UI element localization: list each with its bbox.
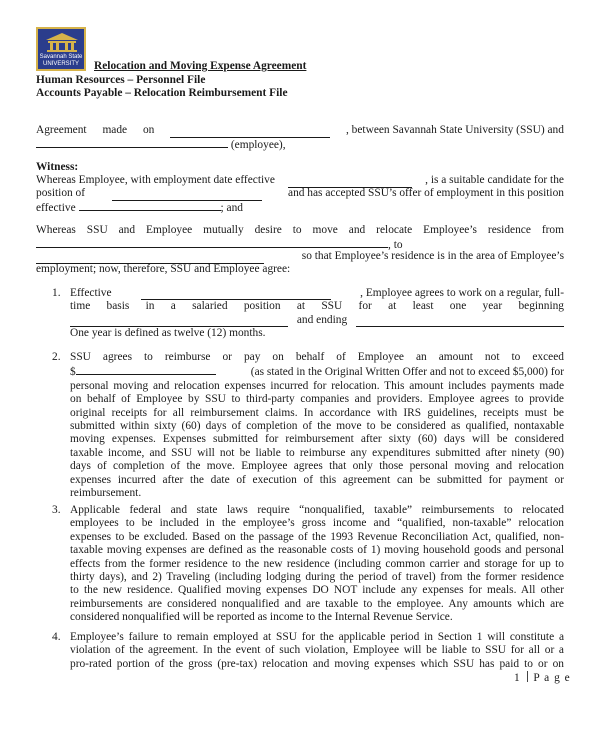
item-3-line: effects from the former residence to the new residence (including common carrier and storage for up to [70,557,564,570]
amount-blank[interactable] [76,364,216,375]
effective-date-blank[interactable] [79,200,221,211]
item-2-line: moving expenses. Expenses submitted for reimbursement after sixty (60) days will be considered [70,433,564,446]
item-3-line: considered nonqualified will be reported as income to the Internal Revenue Service. [70,611,453,624]
relocate-line-4: employment; now, therefore, SSU and Employee agree: [36,263,291,275]
item-1 [70,287,564,341]
item-2-line: submitted within sixty (60) days of completion of the move to be considered as qualified, nontaxable [70,420,564,433]
made-word: made [102,124,128,136]
agreement-line-2 [36,137,286,153]
item-4-line: Employee’s failure to remain employed at SSU for the applicable period in Section 1 will constitute a [70,631,564,643]
to-residence-blank[interactable] [36,253,264,264]
item-3-line: Applicable federal and state laws require “nonqualified, taxable” reimbursements to relocated [70,504,564,516]
witness-heading: Witness: [36,161,79,173]
page-number [514,671,571,684]
witness-text: Whereas Employee, with employment date effective [36,174,275,186]
work-start-date-blank[interactable] [141,289,331,300]
building-icon [44,32,80,52]
item-2-line: original receipts for all reimbursement claims. In accordance with IRS guidelines, receipts must be [70,406,564,419]
employment-date-blank[interactable] [288,177,412,188]
item-1-line [70,314,564,327]
item-3-line: taxable moving expenses are defined as the reasonable costs of 1) moving household goods and personal [70,544,564,557]
agreement-date-blank[interactable] [170,127,330,138]
header-line-hr: Human Resources – Personnel File [36,74,206,86]
item-3-line: reimbursements are considered nonqualified and are taxable to the employee. Any amounts which are [70,597,564,610]
item-3 [70,504,564,625]
witness-text: and has accepted SSU’s offer of employment in this position [288,187,564,199]
witness-text: ; and [220,202,243,214]
item-text: (as stated in the Original Written Offer and not to exceed $5,000) for [250,366,564,379]
witness-text: , to [388,239,403,251]
logo-text-line2: UNIVERSITY [42,60,79,67]
witness-text: effective [36,202,76,214]
item-number: 4. [52,631,61,643]
item-2 [70,351,564,500]
employee-name-blank[interactable] [36,137,228,148]
university-logo [36,27,86,71]
page-separator [527,671,528,682]
relocate-line-3 [36,250,564,264]
item-text: , Employee agrees to work on a regular, full- [360,287,564,299]
item-4-line: violation of the agreement. In the event of such violation, Employee will be liable to SSU for all or a [70,644,564,657]
item-1-line: One year is defined as twelve (12) months. [70,327,266,340]
ending-date-blank[interactable] [356,316,564,327]
item-4-line: pro-rated portion of the gross (pre-tax) relocation and moving expenses which SSU has paid to or on [70,657,564,670]
item-1-line: time basis in a salaried position at SSU for at least one year beginning [70,300,564,313]
between-clause: , between Savannah State University (SSU) and [345,124,564,136]
item-number: 2. [52,351,61,363]
logo-text [38,54,84,67]
item-2-line: days of completion of the move. Employee agrees that only those personal moving and relocation [70,460,564,473]
item-2-line: SSU agrees to reimburse or pay on behalf of Employee an amount not to exceed [70,351,564,363]
position-blank[interactable] [112,190,262,201]
agreement-word: Agreement [36,124,87,136]
witness-line-3 [36,200,243,216]
item-4 [70,631,564,671]
item-3-line: employees to be included in the employee’s gross income and “qualified, non-taxable” relocation [70,517,564,530]
item-text: Effective [70,287,112,299]
item-2-line [70,364,564,379]
item-2-line: expenses incurred after the date of execution of this agreement can be submitted for payment or [70,473,564,486]
relocate-line-1: Whereas SSU and Employee mutually desire to move and relocate Employee’s residence from [36,224,564,236]
page-number-value: 1 [514,672,521,684]
item-2-line: taxable income, and SSU will not be liable to reimburse any expenditures submitted after ninety (90) [70,446,564,459]
item-2-line: personal moving and relocation expenses incurred for relocation. This amount includes payments made [70,379,564,392]
from-residence-blank[interactable] [36,237,388,248]
dollar-sign: $ [70,366,76,379]
witness-text: , is a suitable candidate for the [425,174,564,186]
item-3-line: expenses to be excluded. Based on the passage of the 1993 Revenue Reconciliation Act, qualified, non- [70,530,564,543]
page-label: P a g e [533,672,571,684]
item-text: and ending [296,313,348,326]
item-3-line: thirty days), and 2) Traveling (including lodging during the period of travel) from the former residence [70,571,564,584]
witness-line-2 [36,187,564,201]
employee-label: (employee), [230,139,286,151]
document-title: Relocation and Moving Expense Agreement [94,60,307,72]
item-2-line: reimbursement. [70,487,142,500]
item-2-line: on behalf of Employee by SSU to third-party companies and providers. Employee agrees to provide [70,393,564,406]
on-word: on [142,124,155,136]
item-1-line [70,287,564,300]
item-3-line: to the new residence. Qualified moving expenses DO NOT include any expenses for meals. All other [70,584,564,597]
witness-text: position of [36,187,86,199]
item-number: 1. [52,287,61,299]
witness-line-1 [36,174,564,188]
header-line-ap: Accounts Payable – Relocation Reimbursement File [36,87,288,99]
item-number: 3. [52,504,61,516]
witness-text: so that Employee’s residence is in the area of Employee’s [301,250,564,262]
agreement-line-1 [36,124,564,138]
beginning-date-blank[interactable] [70,316,288,327]
logo-text-line1: Savannah State [39,54,83,60]
